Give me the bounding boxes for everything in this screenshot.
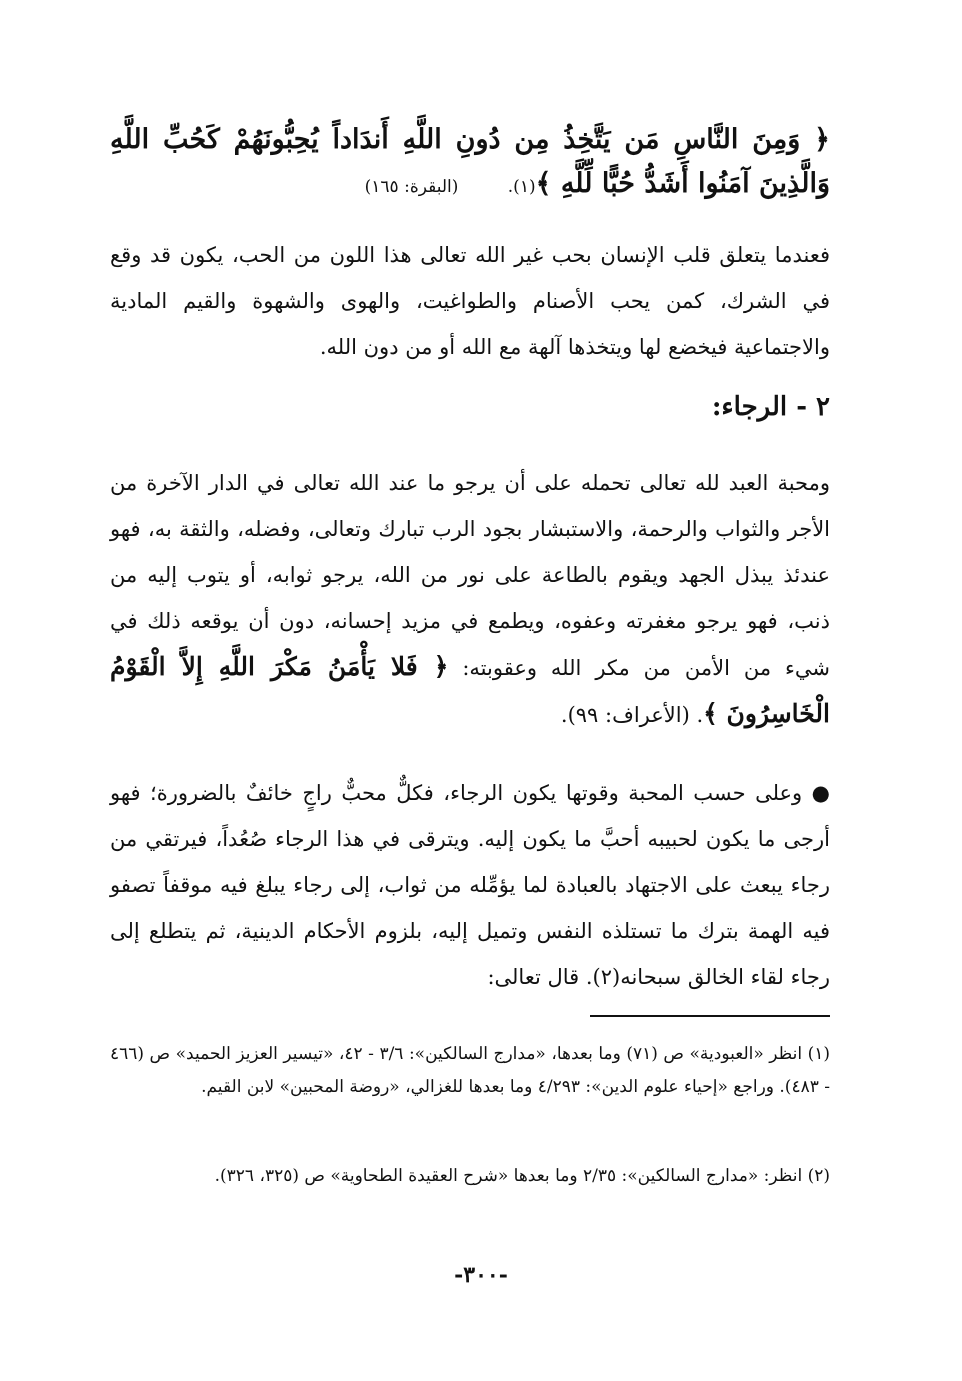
- footnote-divider: [590, 1015, 830, 1017]
- quran-verse-baqarah: [110, 118, 830, 209]
- footnote-2: (٢) انظر: «مدارج السالكين»: ٢/٣٥ وما بعدها «شرح العقيدة الطحاوية» ص (٣٢٥، ٣٢٦).: [214, 1166, 830, 1186]
- quran-verse-araf: ﴿ فَلا يَأْمَنُ مَكْرَ اللَّهِ إِلاَّ الْقَوْمُ الْخَاسِرُونَ ﴾: [110, 652, 830, 728]
- verse-reference: (البقرة: ١٦٥): [364, 177, 459, 197]
- paragraph-raja-text: ومحبة العبد لله تعالى تحمله على أن يرجو ما عند الله تعالى في الدار الآخرة من الأجر والثواب والرحمة، والاستبشار بجود الرب تبارك وتعالى، وفضله، والثقة به، فهو عندئذ يبذل الجهد ويقوم بالطاعة على نور من الله، يرجو ثوابه، أو يتوب إليه من ذنب، فهو يرجو مغفرته وعفوه، ويطمع في مزيد إحسانه، دون أن يوقعه ذلك في شيء من الأمن من مكر الله وعقوبته:: [110, 471, 830, 680]
- paragraph-shirk: فعندما يتعلق قلب الإنسان بحب غير الله تعالى هذا اللون من الحب، يكون قد وقع في الشرك، كمن يحب الأصنام والطواغيت، والهوى والشهوة والقيم المادية والاجتماعية فيخضع لها ويتخذها آلهة مع الله أو من دون الله.: [110, 243, 830, 359]
- paragraph-bullet: ● وعلى حسب المحبة وقوتها يكون الرجاء، فكلٌّ محبٌّ راجٍ خائفٌ بالضرورة؛ فهو أرجى ما يكون لحبيبه أحبَّ ما يكون إليه. ويترقى في هذا الرجاء صُعُداً، فيرتقي من رجاء يبعث على الاجتهاد بالعبادة لما يؤمِّله من ثواب، إلى رجاء يبلغ فيه موقفاً تصفو فيه الهمة بترك ما تستلذه النفس وتميل إليه، بلزوم الأحكام الدينية، ثم يتطلع إلى رجاء لقاء الخالق سبحانه(٢). قال تعالى:: [110, 781, 830, 989]
- paragraph-raja: [110, 460, 830, 738]
- footnote-1: (١) انظر «العبودية» ص (٧١) وما بعدها، «مدارج السالكين»: ٣/٦ - ٤٢، «تيسير العزيز الحميد» ص (٤٦٦ - ٤٨٣). وراجع «إحياء علوم الدين»: ٤/٢٩٣ وما بعدها للغزالي، «روضة المحبين» لابن القيم.: [110, 1044, 830, 1097]
- page-number: -٣٠٠-: [454, 1262, 508, 1288]
- verse-text: ﴿ وَمِنَ النَّاسِ مَن يَتَّخِذُ مِن دُونِ اللَّهِ أَندَاداً يُحِبُّونَهُمْ كَحُبِّ اللَّهِ وَالَّذِينَ آمَنُوا أَشَدُّ حُبًّا لِّلَّهِ ﴾: [110, 124, 830, 199]
- section-heading: ٢ - الرجاء:: [711, 392, 830, 422]
- footnote-marker: (١).: [507, 177, 536, 197]
- verse-reference-araf: . (الأعراف: ٩٩).: [560, 703, 704, 727]
